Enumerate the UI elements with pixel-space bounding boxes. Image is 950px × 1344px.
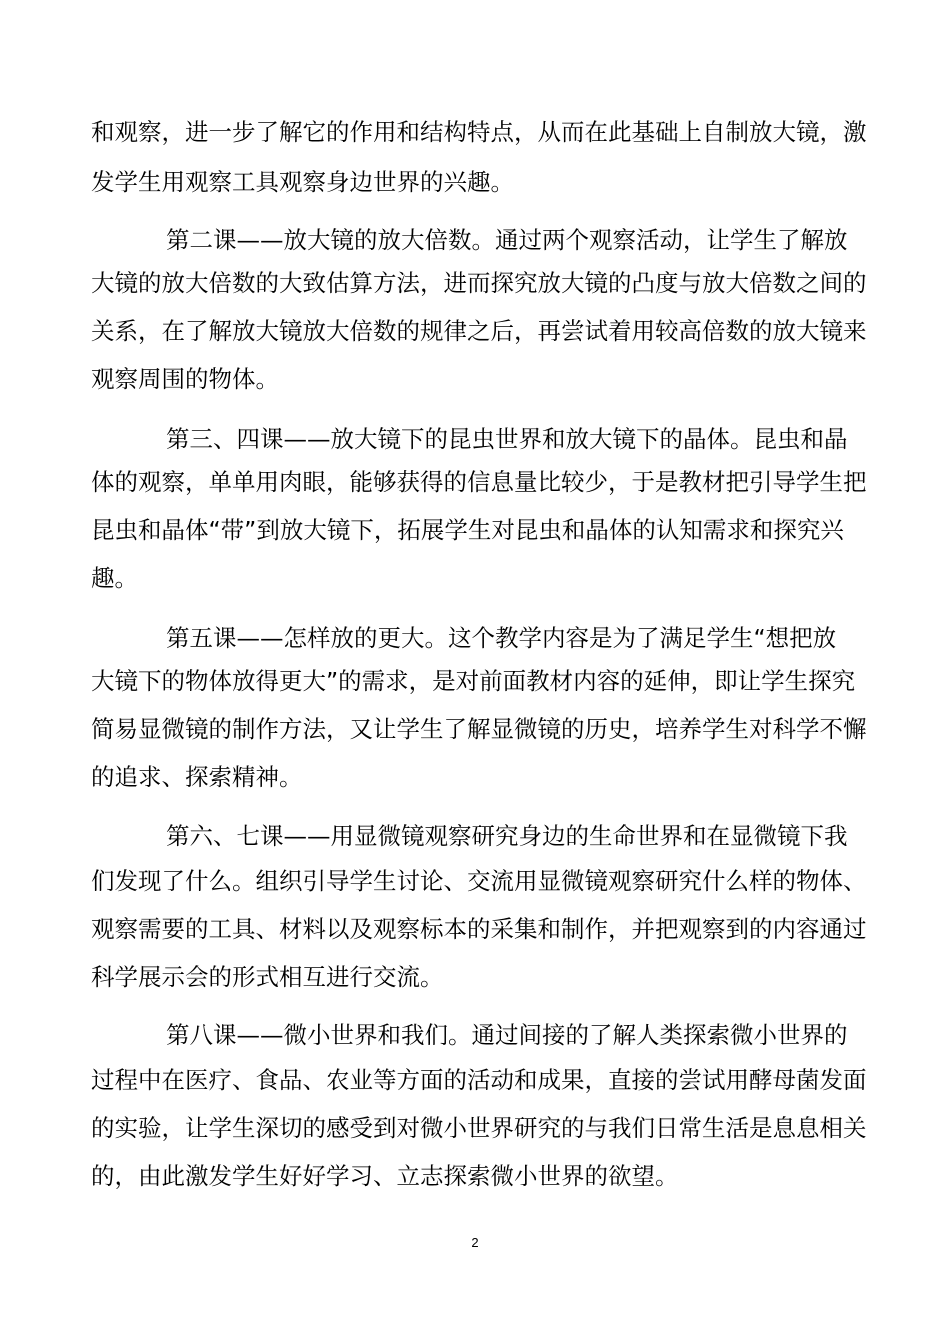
paragraph-first-line: 第八课——微小世界和我们。通过间接的了解人类探索微小世界的 [166,1021,848,1049]
paragraph-line: 的追求、探索精神。 [91,763,303,791]
paragraph-line: 观察需要的工具、材料以及观察标本的采集和制作，并把观察到的内容通过 [91,915,867,943]
paragraph-line: 的实验，让学生深切的感受到对微小世界研究的与我们日常生活是息息相关 [91,1114,867,1142]
paragraph-line: 趣。 [91,564,138,592]
paragraph-line: 关系，在了解放大镜放大倍数的规律之后，再尝试着用较高倍数的放大镜来 [91,317,867,345]
paragraph-line: 过程中在医疗、食品、农业等方面的活动和成果，直接的尝试用酵母菌发面 [91,1066,867,1094]
paragraph-line: 大镜的放大倍数的大致估算方法，进而探究放大镜的凸度与放大倍数之间的 [91,269,867,297]
paragraph-first-line: 第三、四课——放大镜下的昆虫世界和放大镜下的晶体。昆虫和晶 [166,425,848,453]
paragraph-first-line: 第六、七课——用显微镜观察研究身边的生命世界和在显微镜下我 [166,822,848,850]
paragraph-line: 和观察，进一步了解它的作用和结构特点，从而在此基础上自制放大镜，激 [91,118,867,146]
paragraph-line: 体的观察，单单用肉眼，能够获得的信息量比较少，于是教材把引导学生把 [91,468,867,496]
paragraph-line: 们发现了什么。组织引导学生讨论、交流用显微镜观察研究什么样的物体、 [91,867,867,895]
paragraph-first-line: 第五课——怎样放的更大。这个教学内容是为了满足学生“想把放 [166,624,837,652]
paragraph-line: 昆虫和晶体“带”到放大镜下，拓展学生对昆虫和晶体的认知需求和探究兴 [91,516,844,544]
paragraph-line: 简易显微镜的制作方法，又让学生了解显微镜的历史，培养学生对科学不懈 [91,715,867,743]
paragraph-line: 科学展示会的形式相互进行交流。 [91,963,444,991]
paragraph-line: 发学生用观察工具观察身边世界的兴趣。 [91,168,514,196]
paragraph-line: 大镜下的物体放得更大”的需求，是对前面教材内容的延伸，即让学生探究 [91,667,856,695]
page-number: 2 [471,1235,479,1250]
paragraph-line: 观察周围的物体。 [91,365,279,393]
paragraph-line: 的，由此激发学生好好学习、立志探索微小世界的欲望。 [91,1162,679,1190]
paragraph-first-line: 第二课——放大镜的放大倍数。通过两个观察活动，让学生了解放 [166,226,848,254]
